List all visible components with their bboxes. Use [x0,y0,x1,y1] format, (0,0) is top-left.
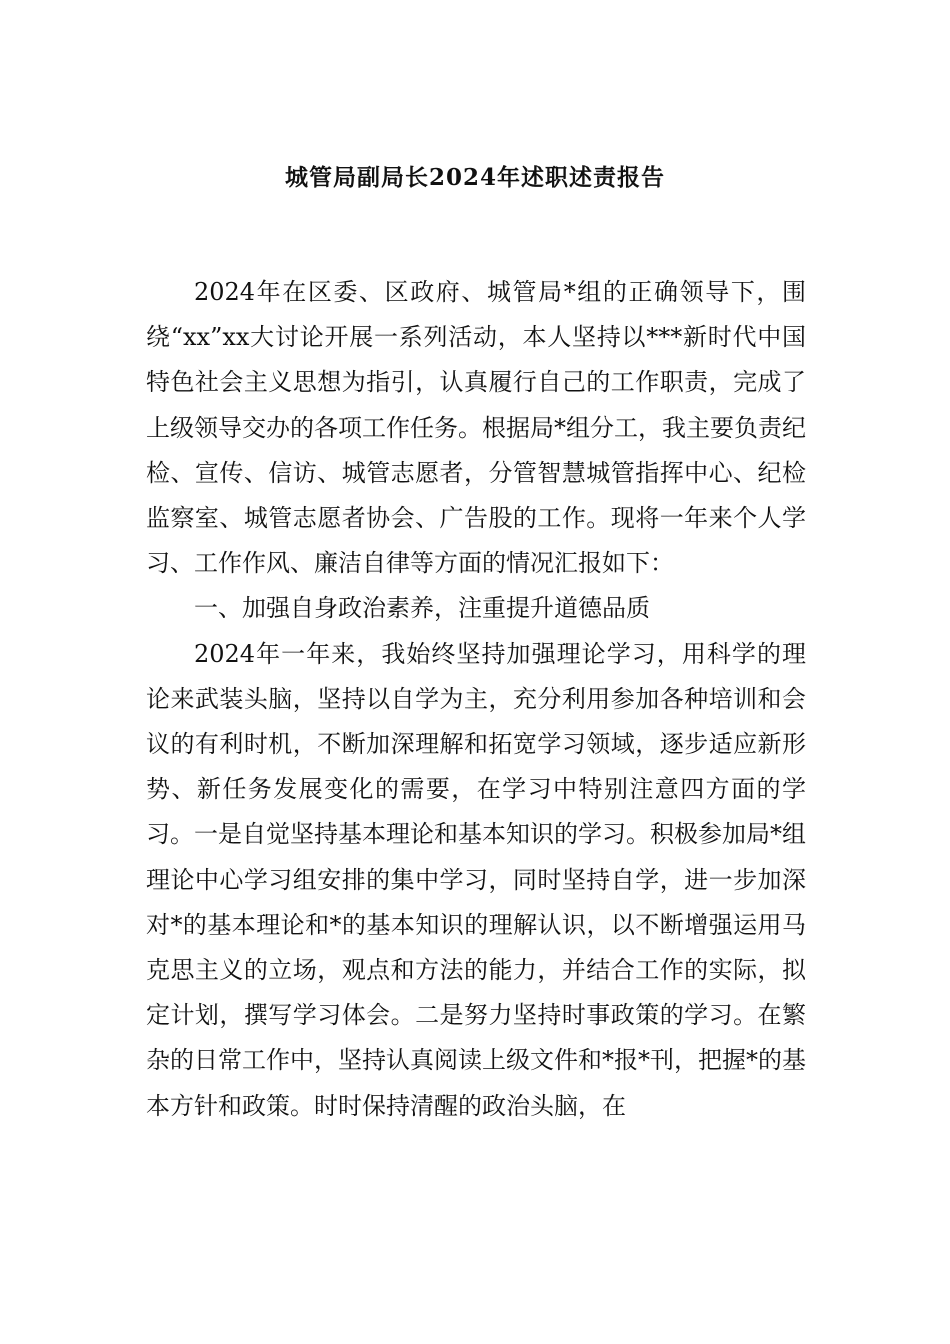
intro-paragraph: 2024年在区委、区政府、城管局*组的正确领导下，围绕“xx”xx大讨论开展一系列活动，本人坚持以***新时代中国特色社会主义思想为指引，认真履行自己的工作职责，完成了上级领导交办的各项工作任务。根据局*组分工，我主要负责纪检、宣传、信访、城管志愿者，分管智慧城管指挥中心、纪检监察室、城管志愿者协会、广告股的工作。现将一年来个人学习、工作作风、廉洁自律等方面的情况汇报如下： [146,278,806,578]
section-1-paragraph: 2024年一年来，我始终坚持加强理论学习，用科学的理论来武装头脑，坚持以自学为主，充分利用参加各种培训和会议的有利时机，不断加深理解和拓宽学习领域，逐步适应新形势、新任务发展变化的需要，在学习中特别注意四方面的学习。一是自觉坚持基本理论和基本知识的学习。积极参加局*组理论中心学习组安排的集中学习，同时坚持自学，进一步加深对*的基本理论和*的基本知识的理解认识，以不断增强运用马克思主义的立场，观点和方法的能力，并结合工作的实际，拟定计划，撰写学习体会。二是努力坚持时事政策的学习。在繁杂的日常工作中，坚持认真阅读上级文件和*报*刊，把握*的基本方针和政策。时时保持清醒的政治头脑，在 [146,639,806,1120]
section-heading-1: 一、加强自身政治素养，注重提升道德品质 [194,594,650,623]
document-title: 城管局副局长2024年述职述责报告 [284,164,665,191]
document-body [146,270,806,1129]
